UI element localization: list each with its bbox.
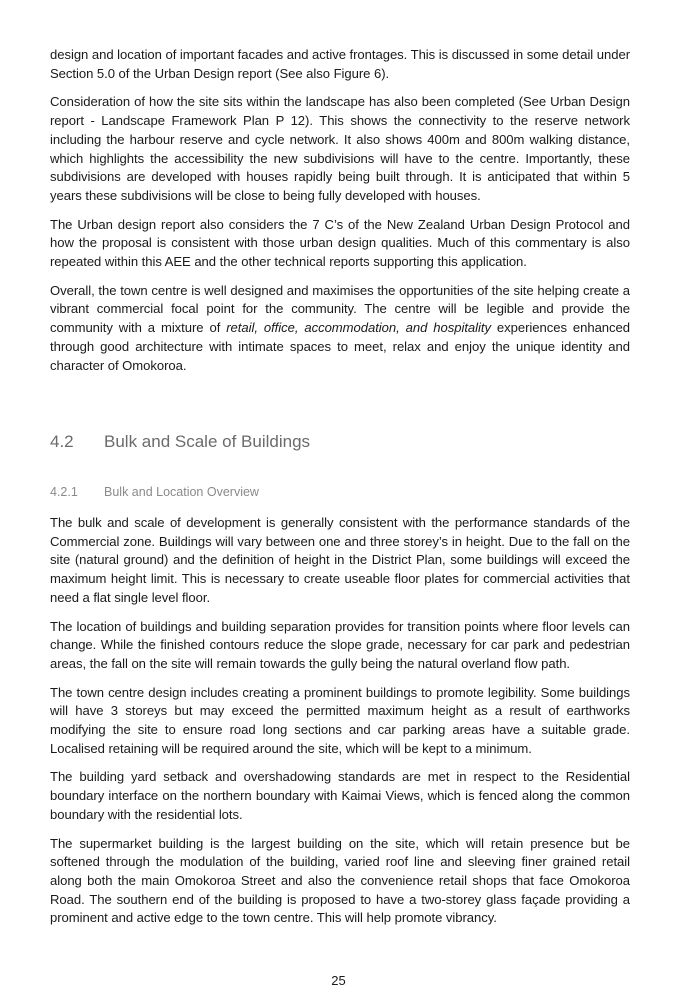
paragraph-design-location: design and location of important facades and active frontages. This is discussed in some detail under Section 5.0 of the Urban Design report (See also Figure 6). — [50, 47, 630, 81]
paragraph-supermarket: The supermarket building is the largest building on the site, which will retain presence but be softened through the modulation of the building, varied roof line and sleeving finer grained retail along both the main Omokoroa Street and also the convenience retail shops that face Omokoroa Road. The southern end of the building is proposed to have a two-storey glass façade providing a prominent and active edge to the town centre. This will help promote vibrancy. — [50, 835, 630, 926]
overall-text-end: experiences enhanced through good architecture with intimate spaces to meet, relax and enjoy the unique identity and character of Omokoroa. — [50, 320, 630, 373]
subsection-number: 4.2.1 — [50, 485, 78, 499]
paragraph-building-separation: The location of buildings and building separation provides for transition points where floor levels can change. While the finished contours reduce the slope grade, necessary for car park and pedestrian areas, the fall on the site will remain towards the gully being the natural overland flow path. — [50, 618, 630, 671]
paragraph-urban-design-protocol: The Urban design report also considers the 7 C’s of the New Zealand Urban Design Protocol and how the proposal is consistent with those urban design qualities. Much of this commentary is also repeated within this AEE and the other technical reports supporting this application. — [50, 216, 630, 270]
overall-italic-phrase: retail, office, accommodation, and hospitality — [226, 320, 491, 336]
paragraph-yard-setback: The building yard setback and overshadowing standards are met in respect to the Residential boundary interface on the northern boundary with Kaimai Views, which is fenced along the common boundary with the residential lots. — [50, 769, 630, 822]
paragraph-town-centre-design: The town centre design includes creating a prominent buildings to promote legibility. Some buildings will have 3 storeys but may exceed the permitted maximum height as a result of earthworks modifying the site to ensure road long sections and car parking areas have a suitable grade. Localised retaining will be required around the site, which will be kept to a minimum. — [50, 684, 630, 756]
subsection-title: Bulk and Location Overview — [104, 485, 259, 499]
paragraph-landscape-consideration: Consideration of how the site sits within the landscape has also been completed (See Urban Design report - Landscape Framework Plan P 12). This shows the connectivity to the reserve network including the harbour reserve and cycle network. It also shows 400m and 800m walking distance, which highlights the accessibility the new subdivisions will have to the centre. Importantly, these subdivisions are developed with houses rapidly being built through. It is anticipated that within 5 years these subdivisions will be close to being fully developed with houses. — [50, 94, 630, 203]
section-title: Bulk and Scale of Buildings — [104, 432, 311, 451]
overall-text-start: Overall, the town centre is well designed and maximises the opportunities of the site helping create a vibrant commercial focal point for the community. The centre will be legible and provide the community with a mixture of — [50, 282, 630, 336]
page-number: 25 — [331, 973, 346, 988]
paragraph-bulk-scale: The bulk and scale of development is generally consistent with the performance standards of the Commercial zone. Buildings will vary between one and three storey’s in height. Due to the fall on the site (natural ground) and the definition of height in the District Plan, some buildings will exceed the maximum height limit. This is necessary to create useable floor plates for commercial activities that need a flat single level floor. — [50, 515, 630, 605]
section-heading — [50, 432, 310, 452]
subsection-heading — [50, 485, 259, 499]
intro-text-block — [50, 46, 630, 385]
body-text-block — [50, 514, 630, 938]
paragraph-overall-summary — [50, 282, 630, 376]
section-number: 4.2 — [50, 432, 74, 451]
